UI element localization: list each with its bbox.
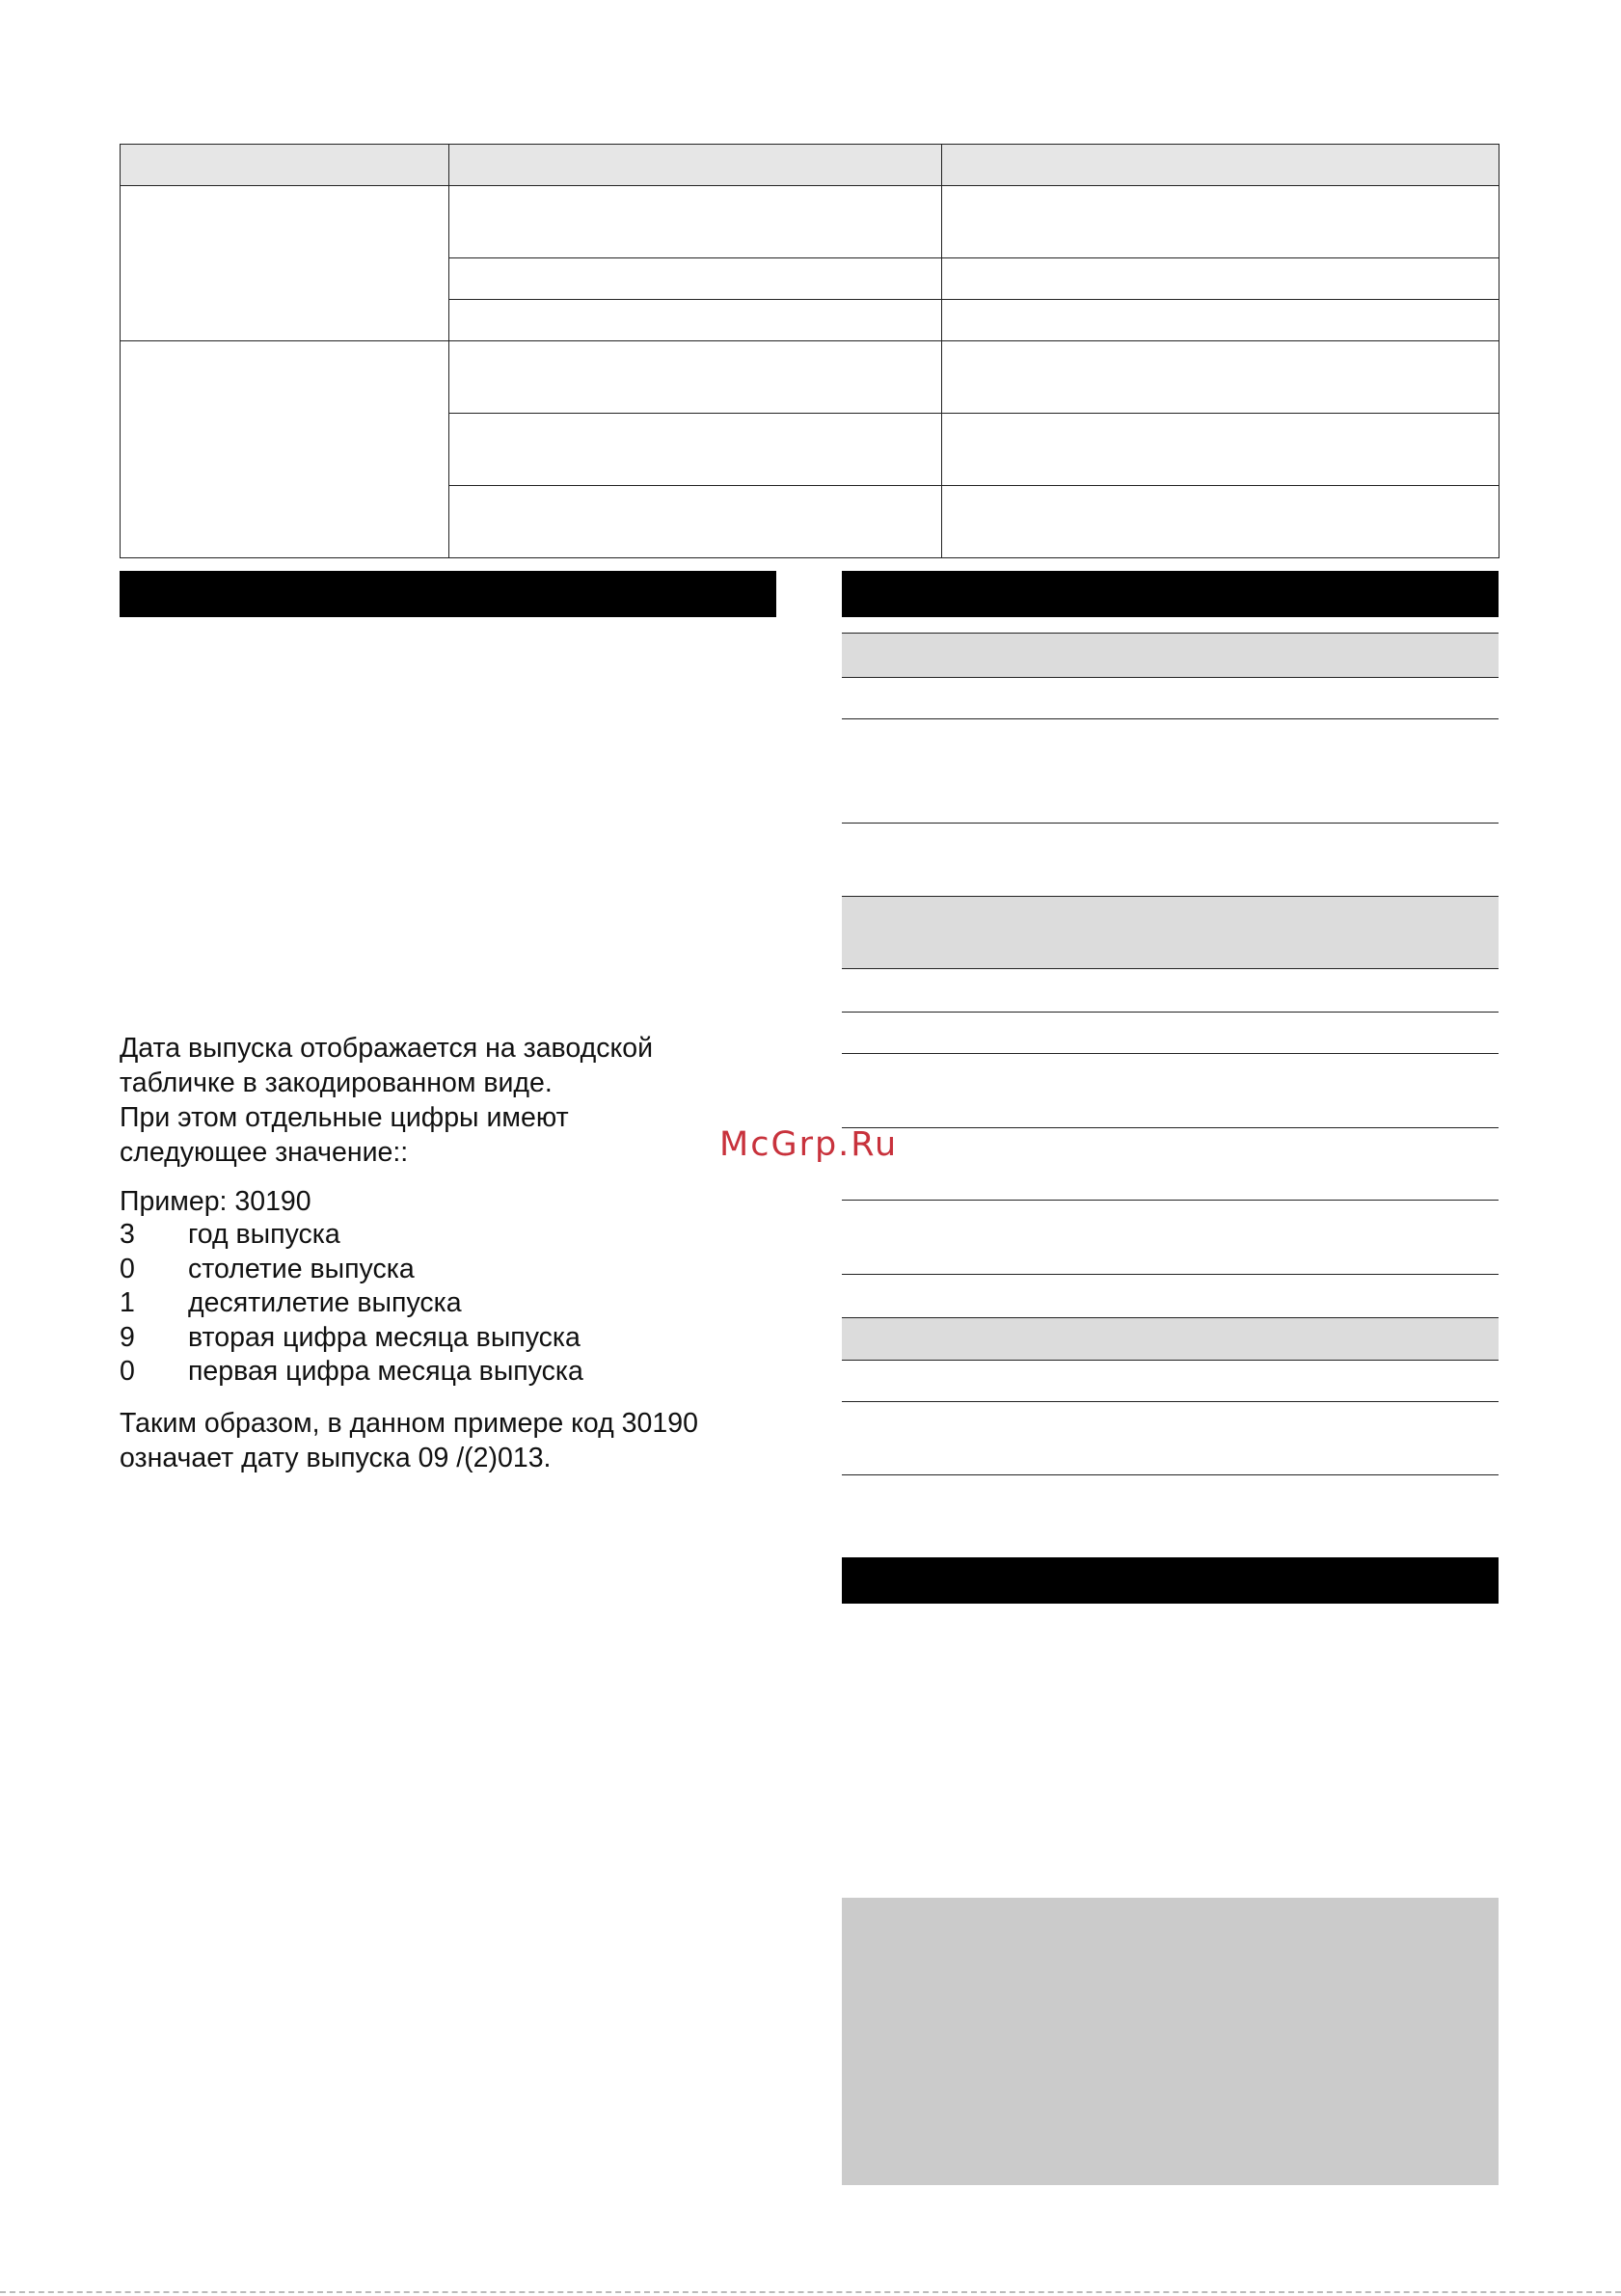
date-code-conclusion [120,1406,814,1475]
code-digit-list [120,1218,795,1390]
code-meaning: год выпуска [188,1219,340,1250]
table-cell [449,486,942,558]
table-group-cell [121,341,449,558]
right-table-divider [842,1474,1499,1475]
intro-line: При этом отдельные цифры имеют [120,1102,569,1133]
table-cell [449,186,942,258]
right-table-divider [842,1053,1499,1054]
table-cell [942,300,1499,341]
conclusion-line: Таким образом, в данном примере код 30190 [120,1408,698,1439]
table-row [121,186,1499,258]
code-digit: 0 [120,1356,135,1387]
note-panel [842,1898,1499,2185]
code-meaning: первая цифра месяца выпуска [188,1356,583,1387]
table-row [121,341,1499,414]
table-cell [942,341,1499,414]
right-table-divider [842,896,1499,897]
left-section-heading-bar [120,571,776,617]
intro-line: Дата выпуска отображается на заводской [120,1033,654,1064]
right-table-divider [842,1317,1499,1318]
list-item [120,1218,795,1253]
watermark-text: McGrp.Ru [719,1125,899,1164]
page-edge-divider [0,2291,1621,2293]
code-meaning: вторая цифра месяца выпуска [188,1321,581,1353]
table-cell [449,341,942,414]
list-item [120,1321,795,1356]
table-cell [449,300,942,341]
date-code-intro [120,1031,795,1170]
right-table-divider [842,968,1499,969]
table-cell [942,486,1499,558]
right-table-divider [842,633,1499,634]
intro-line: следующее значение:: [120,1137,409,1168]
right-lower-section-heading-bar [842,1557,1499,1604]
right-table-divider [842,1200,1499,1201]
right-section-heading-bar [842,571,1499,617]
code-digit: 1 [120,1287,135,1318]
table-cell [942,186,1499,258]
table-group-cell [121,186,449,341]
table-header-cell [942,145,1499,186]
conclusion-line: означает дату выпуска 09 /(2)013. [120,1443,552,1473]
right-table-divider [842,718,1499,719]
list-item [120,1253,795,1287]
code-digit: 9 [120,1321,135,1353]
right-table-divider [842,823,1499,824]
intro-line: табличке в закодированном виде. [120,1067,553,1098]
table-header-cell [449,145,942,186]
right-table-divider [842,677,1499,678]
example-label: Пример: 30190 [120,1186,311,1217]
table-header-cell [121,145,449,186]
table-cell [449,414,942,486]
code-meaning: десятилетие выпуска [188,1287,462,1318]
right-table-shaded-row [842,896,1499,968]
right-table-shaded-row [842,1317,1499,1360]
table-cell [942,258,1499,300]
code-digit: 3 [120,1219,135,1250]
code-digit: 0 [120,1253,135,1284]
code-meaning: столетие выпуска [188,1253,415,1284]
specification-table [120,144,1499,558]
right-table-divider [842,1274,1499,1275]
table-header-row [121,145,1499,186]
list-item [120,1355,795,1390]
right-table-shaded-row [842,633,1499,677]
right-table-divider [842,1012,1499,1013]
right-table-divider [842,1127,1499,1128]
list-item [120,1286,795,1321]
table-cell [942,414,1499,486]
table-cell [449,258,942,300]
right-table-divider [842,1360,1499,1361]
right-table-divider [842,1401,1499,1402]
